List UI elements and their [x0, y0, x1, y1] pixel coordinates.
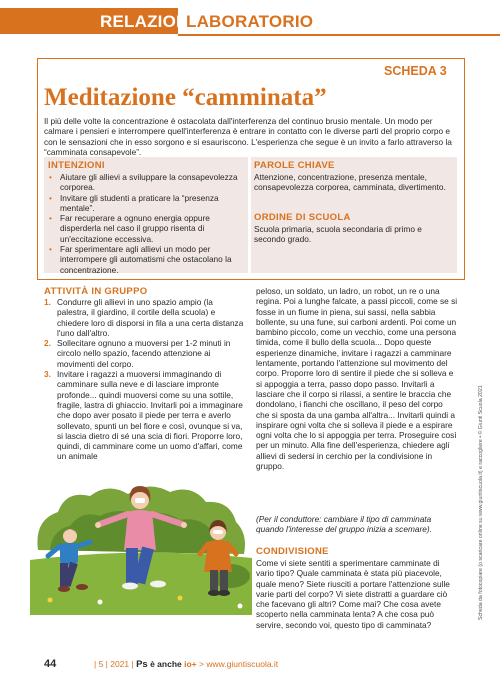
header-rule	[178, 34, 500, 36]
issue-label: | 5 | 2021 |	[94, 659, 134, 669]
scheda-label: SCHEDA 3	[384, 64, 447, 78]
step-number: 1.	[44, 297, 51, 307]
walking-children-illustration	[30, 450, 252, 615]
list-item	[44, 338, 244, 369]
page-header	[0, 0, 500, 40]
anche-label: è anche	[150, 659, 182, 669]
step-text: Sollecitare ognuno a muoversi per 1-2 minuti in circolo nello spazio, facendo attenzione ai movimenti del corpo.	[57, 338, 231, 369]
ordine-text: Scuola primaria, scuola secondaria di primo e secondo grado.	[254, 224, 422, 245]
list-item: • Far recuperare a ognuno energia oppure disperderla nel caso il gruppo risenta di un'eccitazione eccessiva.	[48, 213, 244, 244]
intro-paragraph: Il più delle volte la concentrazione è ostacolata dall'interferenza del continuo brusio mentale. Un modo per calmare i pensieri e interrompere quell'interferenza è entrare in contatto con le diverse parti del proprio corpo e con le sensazioni che in esso sorgono e si esauriscono. L'esperienza che segue è un invito a farlo attraverso la “camminata consapevole”.	[44, 116, 452, 158]
parole-chiave-title: PAROLE CHIAVE	[254, 160, 335, 171]
condivisione-title: CONDIVISIONE	[256, 546, 329, 557]
io-logo: io+	[184, 659, 197, 669]
step-number: 2.	[44, 338, 51, 349]
attivita-title: ATTIVITÀ IN GRUPPO	[44, 286, 148, 297]
list-item: • Far sperimentare agli allievi un modo per interrompere gli automatismi che ostacolano la concentrazione.	[48, 244, 244, 275]
list-item: • Invitare gli studenti a praticare la “presenza mentale”.	[48, 193, 244, 214]
step-text: Condurre gli allievi in uno spazio ampio (la palestra, il giardino, il cortile della scuola) e chiedere loro di disporsi in fila a una certa distanza l'uno dall'altro.	[57, 297, 244, 338]
magazine-logo: Ps	[136, 659, 148, 670]
section-label: RELAZIONI	[100, 12, 194, 31]
attivita-list	[44, 297, 244, 462]
page-title: Meditazione “camminata”	[44, 84, 327, 111]
subsection-label: LABORATORIO	[186, 12, 314, 31]
intenzioni-list	[48, 172, 244, 275]
conduttore-note: (Per il conduttore: cambiare il tipo di camminata quando l'interesse del gruppo inizia a scemare).	[256, 514, 432, 535]
attivita-continuation: peloso, un soldato, un ladro, un robot, un re o una regina. Poi a lunghe falcate, a passi piccoli, come se si fosse in un fiume in piena, sui sassi, nella sabbia bollente, su una fune, sui carboni ardenti. Poi come un bambino piccolo, come un vecchio, come una persona timida, come il bullo della scuola... Dopo queste esperienze dinamiche, invitare i ragazzi a camminare lentamente, portando l'attenzione sul movimento del corpo. Proporre loro di sentire il piede che si solleva e si appoggia a terra, passo dopo passo. Invitarli a lasciare che il corpo si rilassi, a sentire le braccia che dondolano, i fianchi che oscillano, il peso del corpo che si sposta da una gamba all'altra... Invitarli quindi a inspirare ogni volta che si solleva il piede e a espirare ogni volta che lo si appoggia per terra. Proseguire così per un minuto. Alla fine dell'esperienza, chiedere agli allievi di sedersi in cerchio per la condivisione in gruppo.	[256, 286, 458, 472]
page-number: 44	[44, 658, 57, 670]
list-item	[44, 297, 244, 338]
parole-chiave-text: Attenzione, concentrazione, presenza mentale, consapevolezza corporea, camminata, divertimento.	[254, 172, 446, 193]
copyright-side-note: Scheda da fotocopiare (o scaricare online su www.giuntiscuola.it) e raccogliere • © Giunti Scuola 2021	[478, 385, 484, 620]
footer-bar	[94, 659, 278, 670]
condivisione-text: Come vi siete sentiti a sperimentare camminate di vario tipo? Quale camminata è stata più piacevole, quale meno? Siete riusciti a portare l'attenzione sulle varie parti del corpo? Vi siete distratti a guardare ciò che facevano gli altri? Come mai? Che cosa avete scoperto nella camminata lenta? A che cosa può servire, secondo voi, questo tipo di camminata?	[256, 558, 450, 630]
list-item	[44, 369, 244, 462]
list-item: • Aiutare gli allievi a sviluppare la consapevolezza corporea.	[48, 172, 244, 193]
step-text: Invitare i ragazzi a muoversi immaginando di camminare sulla neve e di lasciare impronte profonde... quindi muoversi come su una sottile, fragile, lastra di ghiaccio. Invitarli poi a immaginare che dopo aver posato il piede per terra e averlo sollevato, spunti un bel fiore e così, ovunque si va, si lascia dietro di sé una scia di fiori. Proporre loro, quindi, di camminare come un uomo d'affari, come un animale	[57, 369, 243, 462]
ordine-title: ORDINE DI SCUOLA	[254, 212, 351, 223]
step-number: 3.	[44, 369, 51, 380]
website-link[interactable]: > www.giuntiscuola.it	[199, 659, 279, 669]
intenzioni-title: INTENZIONI	[48, 160, 105, 171]
